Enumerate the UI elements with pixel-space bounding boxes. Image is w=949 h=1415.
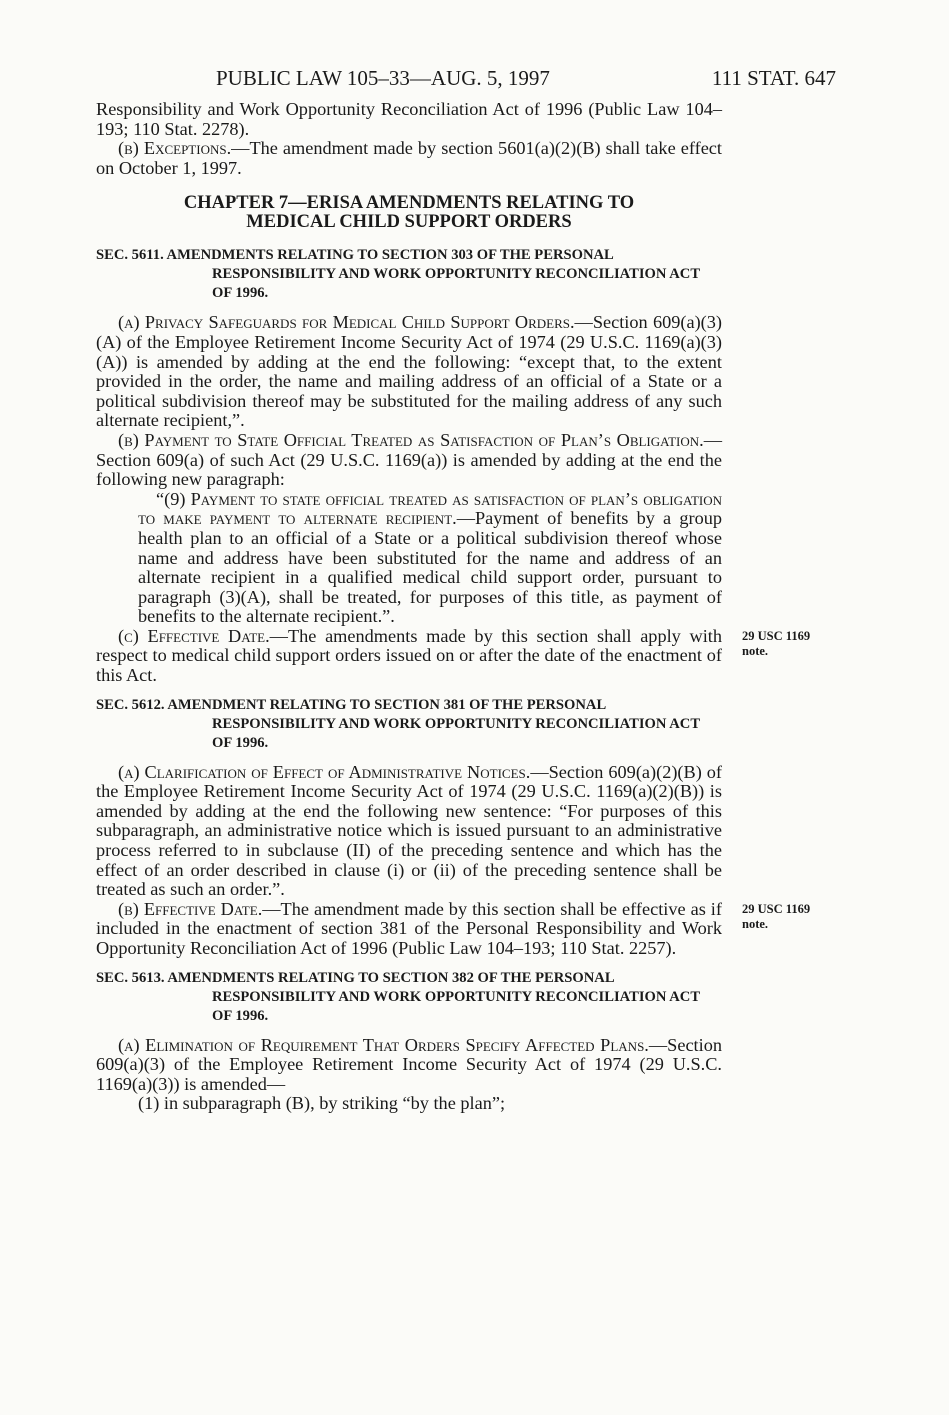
section-5613-heading: SEC. 5613. AMENDMENTS RELATING TO SECTION 382 OF THE PERSONAL RESPONSIBILITY AND WORK OPPORTUNITY RECONCILIATION ACT OF 1996.	[96, 969, 700, 1024]
section-5613-a-item-1: (1) in subparagraph (B), by striking “by the plan”;	[138, 1093, 506, 1114]
quoted-paragraph-heading: “(9) Payment to state official treated as satisfaction of plan’s obligation to make payment to alternate recipient.	[138, 488, 722, 529]
section-5611-quoted-paragraph	[96, 490, 722, 627]
section-5611-b-heading: (b) Payment to State Official Treated as Satisfaction of Plan’s Obligation.	[118, 429, 704, 450]
section-5611-b	[96, 431, 722, 490]
section-5612-b-text: —The amendment made by this section shall be effective as if included in the enactment of section 381 of the Personal Responsibility and Work Opportunity Reconciliation Act of 1996 (Public Law 104–193; 110 Stat. 2257).	[96, 898, 722, 958]
section-5611-c-text: —The amendments made by this section shall apply with respect to medical child support orders issued on or after the date of the enactment of this Act.	[96, 625, 722, 686]
header-stat-page: 111 STAT. 647	[711, 66, 836, 90]
chapter-heading	[96, 194, 722, 232]
page-header	[96, 66, 836, 100]
section-5612-b-row	[96, 898, 811, 959]
section-5612-heading: SEC. 5612. AMENDMENT RELATING TO SECTION 381 OF THE PERSONAL RESPONSIBILITY AND WORK OPPORTUNITY RECONCILIATION ACT OF 1996.	[96, 696, 700, 751]
section-5612-b	[96, 900, 722, 959]
section-5612-a-text: —Section 609(a)(2)(B) of the Employee Retirement Income Security Act of 1974 (29 U.S.C. 1169(a)(2)(B)) is amended by adding at the end the following new sentence: “For purposes of this subparagraph, an administrative notice which is issued pursuant to an administrative process referred to in subclause (II) of the preceding sentence and which has the effect of an order described in clause (i) or (ii) of the preceding sentence shall be treated as such an order.”.	[96, 761, 722, 900]
section-5612-b-heading: (b) Effective Date.	[118, 898, 263, 919]
margin-note-line1: 29 USC 1169	[742, 628, 811, 643]
section-5612-a	[96, 763, 722, 900]
quoted-paragraph-text: —Payment of benefits by a group health plan to an official of a State or a political subdivision thereof whose name and address have been substituted for the name and address of an alternate recipient in a qualified medical child support order, pursuant to paragraph (3)(A), shall be treated, for purposes of this title, as payment of benefits to the alternate recipient.”.	[138, 508, 722, 627]
section-5611-a-text: —Section 609(a)(3)(A) of the Employee Retirement Income Security Act of 1974 (29 U.S.C. 1169(a)(3)(A)) is amended by adding at the end the following: “except that, to the extent provided in the order, the name and mailing address of an official of a State or a political subdivision thereof may be substituted for the mailing address of any such alternate recipient,”.	[96, 312, 722, 431]
margin-note	[742, 902, 852, 932]
section-5611-c-heading: (c) Effective Date.	[118, 625, 270, 646]
margin-note-line1: 29 USC 1169	[742, 901, 811, 916]
chapter-heading-line2: MEDICAL CHILD SUPPORT ORDERS	[246, 212, 572, 233]
margin-note-line2: note.	[742, 643, 769, 658]
margin-note-line2: note.	[742, 916, 769, 931]
exceptions-text: —The amendment made by section 5601(a)(2)(B) shall take effect on October 1, 1997.	[96, 138, 722, 178]
section-5611-c	[96, 627, 722, 686]
intro-exceptions-paragraph	[96, 139, 722, 178]
section-5611-heading: SEC. 5611. AMENDMENTS RELATING TO SECTION 303 OF THE PERSONAL RESPONSIBILITY AND WORK OPPORTUNITY RECONCILIATION ACT OF 1996.	[96, 247, 700, 302]
section-5611-a-heading: (a) Privacy Safeguards for Medical Child Support Orders.	[118, 312, 575, 333]
section-5613-a	[96, 1036, 722, 1095]
exceptions-heading: (b) Exceptions.	[118, 138, 232, 159]
section-5613-a-text: —Section 609(a)(3) of the Employee Retirement Income Security Act of 1974 (29 U.S.C. 1169(a)(3)) is amended—	[96, 1034, 722, 1094]
section-5611-c-row	[96, 625, 811, 686]
section-5613-a-heading: (a) Elimination of Requirement That Orders Specify Affected Plans.	[118, 1034, 649, 1055]
chapter-heading-line1: CHAPTER 7—ERISA AMENDMENTS RELATING TO	[183, 193, 635, 214]
section-5611-b-text: —Section 609(a) of such Act (29 U.S.C. 1169(a)) is amended by adding at the end the following new paragraph:	[96, 429, 722, 490]
section-5612-a-heading: (a) Clarification of Effect of Administrative Notices.	[118, 761, 531, 782]
intro-paragraph: Responsibility and Work Opportunity Reconciliation Act of 1996 (Public Law 104–193; 110 Stat. 2278).	[96, 99, 722, 139]
margin-note	[742, 629, 852, 659]
document-body	[96, 99, 811, 1114]
section-5611-a	[96, 313, 722, 431]
document-page	[96, 66, 836, 1114]
header-title: PUBLIC LAW 105–33—AUG. 5, 1997	[216, 66, 550, 90]
